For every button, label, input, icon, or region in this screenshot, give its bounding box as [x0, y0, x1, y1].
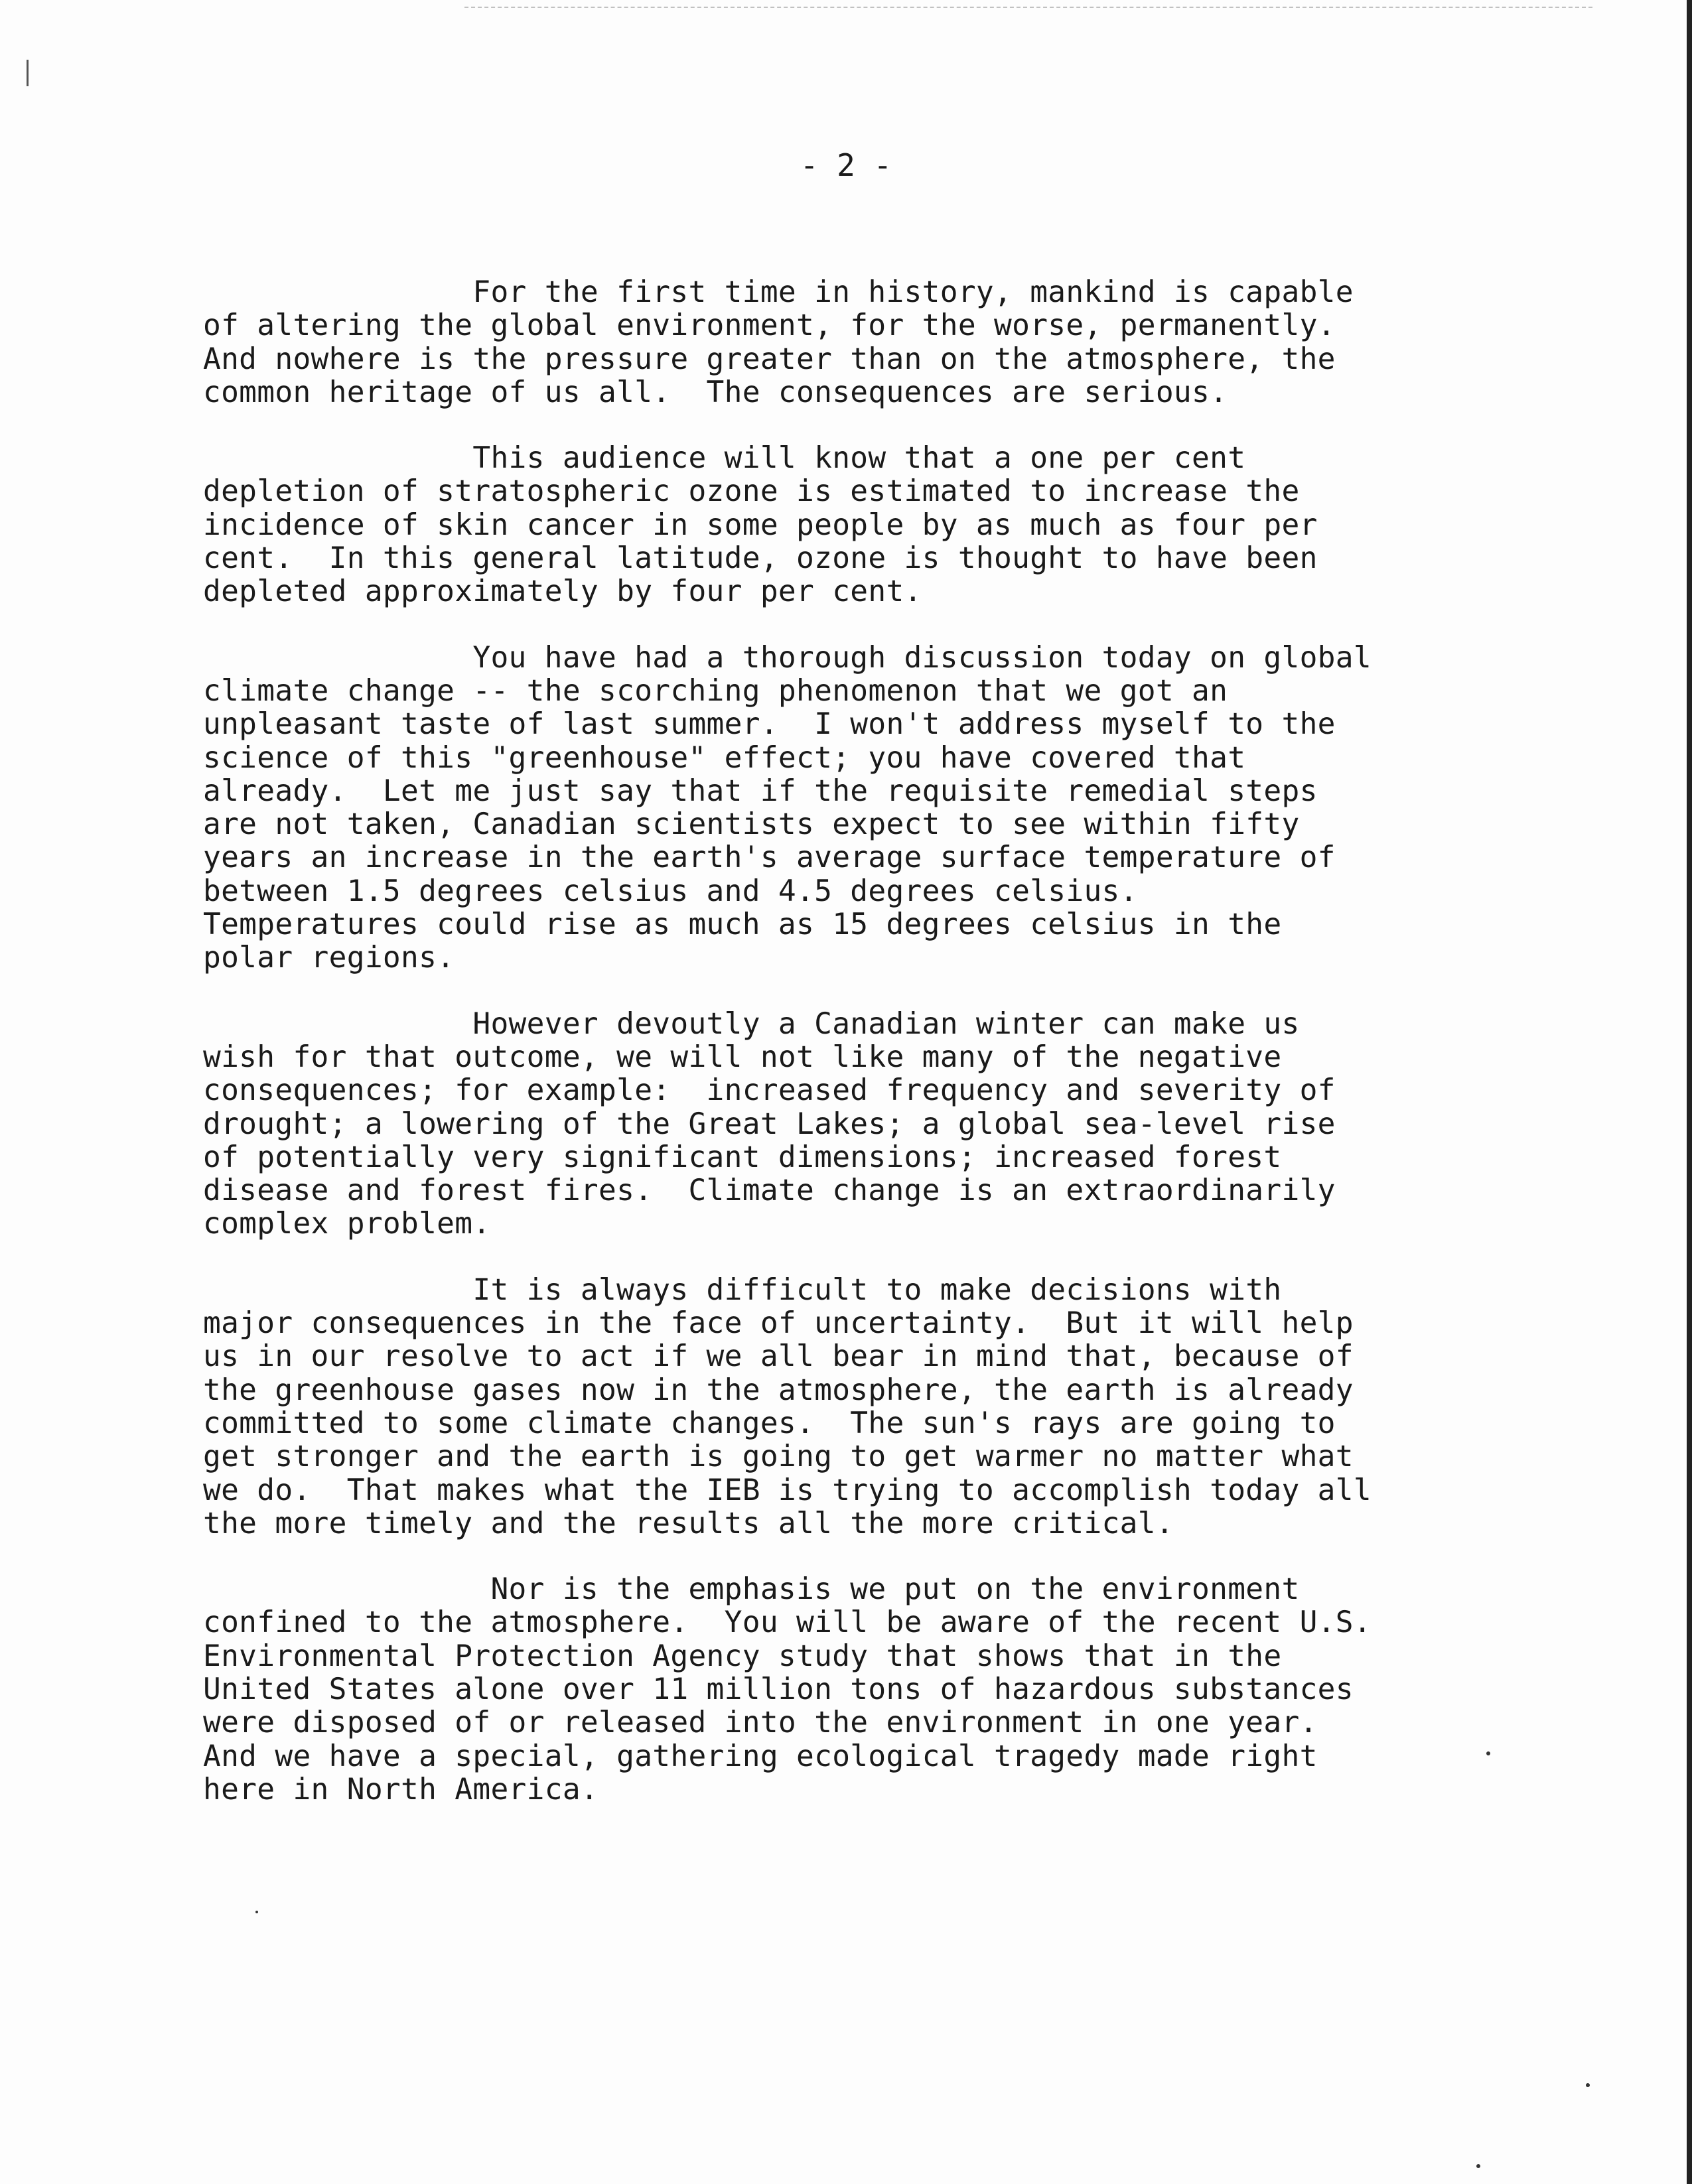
body-text [203, 276, 1530, 1839]
paragraph-4: However devoutly a Canadian winter can make us wish for that outcome, we will not like many of the negative consequences; for example: increased frequency and severity of drought; a lowering of the Great Lakes; a global sea-level rise of potentially very significant dimensions; increased forest disease and forest fires. Climate change is an extraordinarily complex problem. [203, 1006, 1336, 1241]
scan-speck [1476, 2164, 1480, 2168]
paragraph-1: For the first time in history, mankind is capable of altering the global environment, for the worse, permanently. And nowhere is the pressure greater than on the atmosphere, the common heritage of us all. The consequences are serious. [203, 275, 1354, 409]
scan-left-mark [27, 60, 29, 86]
paragraph-5: It is always difficult to make decisions with major consequences in the face of uncertainty. But it will help us in our resolve to act if we all bear in mind that, because of the greenhouse gases now in the atmosphere, the earth is already committed to some climate changes. The sun's rays are going to get stronger and the earth is going to get warmer no matter what we do. That makes what the IEB is trying to accomplish today all the more timely and the results all the more critical. [203, 1272, 1372, 1540]
paragraph-3: You have had a thorough discussion today on global climate change -- the scorching phenomenon that we got an unpleasant taste of last summer. I won't address myself to the science of this "greenhouse" effect; you have covered that already. Let me just say that if the requisite remedial steps are not taken, Canadian scientists expect to see within fifty years an increase in the earth's average surface temperature of between 1.5 degrees celsius and 4.5 degrees celsius. Temperatures could rise as much as 15 degrees celsius in the polar regions. [203, 640, 1372, 975]
page-number: - 2 - [800, 147, 892, 183]
scan-speck [255, 1911, 258, 1913]
scan-speck [1586, 2083, 1590, 2087]
scan-top-rule [464, 7, 1592, 8]
paragraph-6: Nor is the emphasis we put on the environment confined to the atmosphere. You will be aware of the recent U.S. Environmental Protection Agency study that shows that in the United States alone over 11 million tons of hazardous substances were disposed of or released into the environment in one year. And we have a special, gathering ecological tragedy made right here in North America. [203, 1572, 1372, 1807]
paragraph-2: This audience will know that a one per cent depletion of stratospheric ozone is estimated to increase the incidence of skin cancer in some people by as much as four per cent. In this general latitude, ozone is thought to have been depleted approximately by four per cent. [203, 441, 1318, 609]
scan-right-edge [1687, 0, 1692, 2184]
scan-speck [1486, 1751, 1490, 1755]
